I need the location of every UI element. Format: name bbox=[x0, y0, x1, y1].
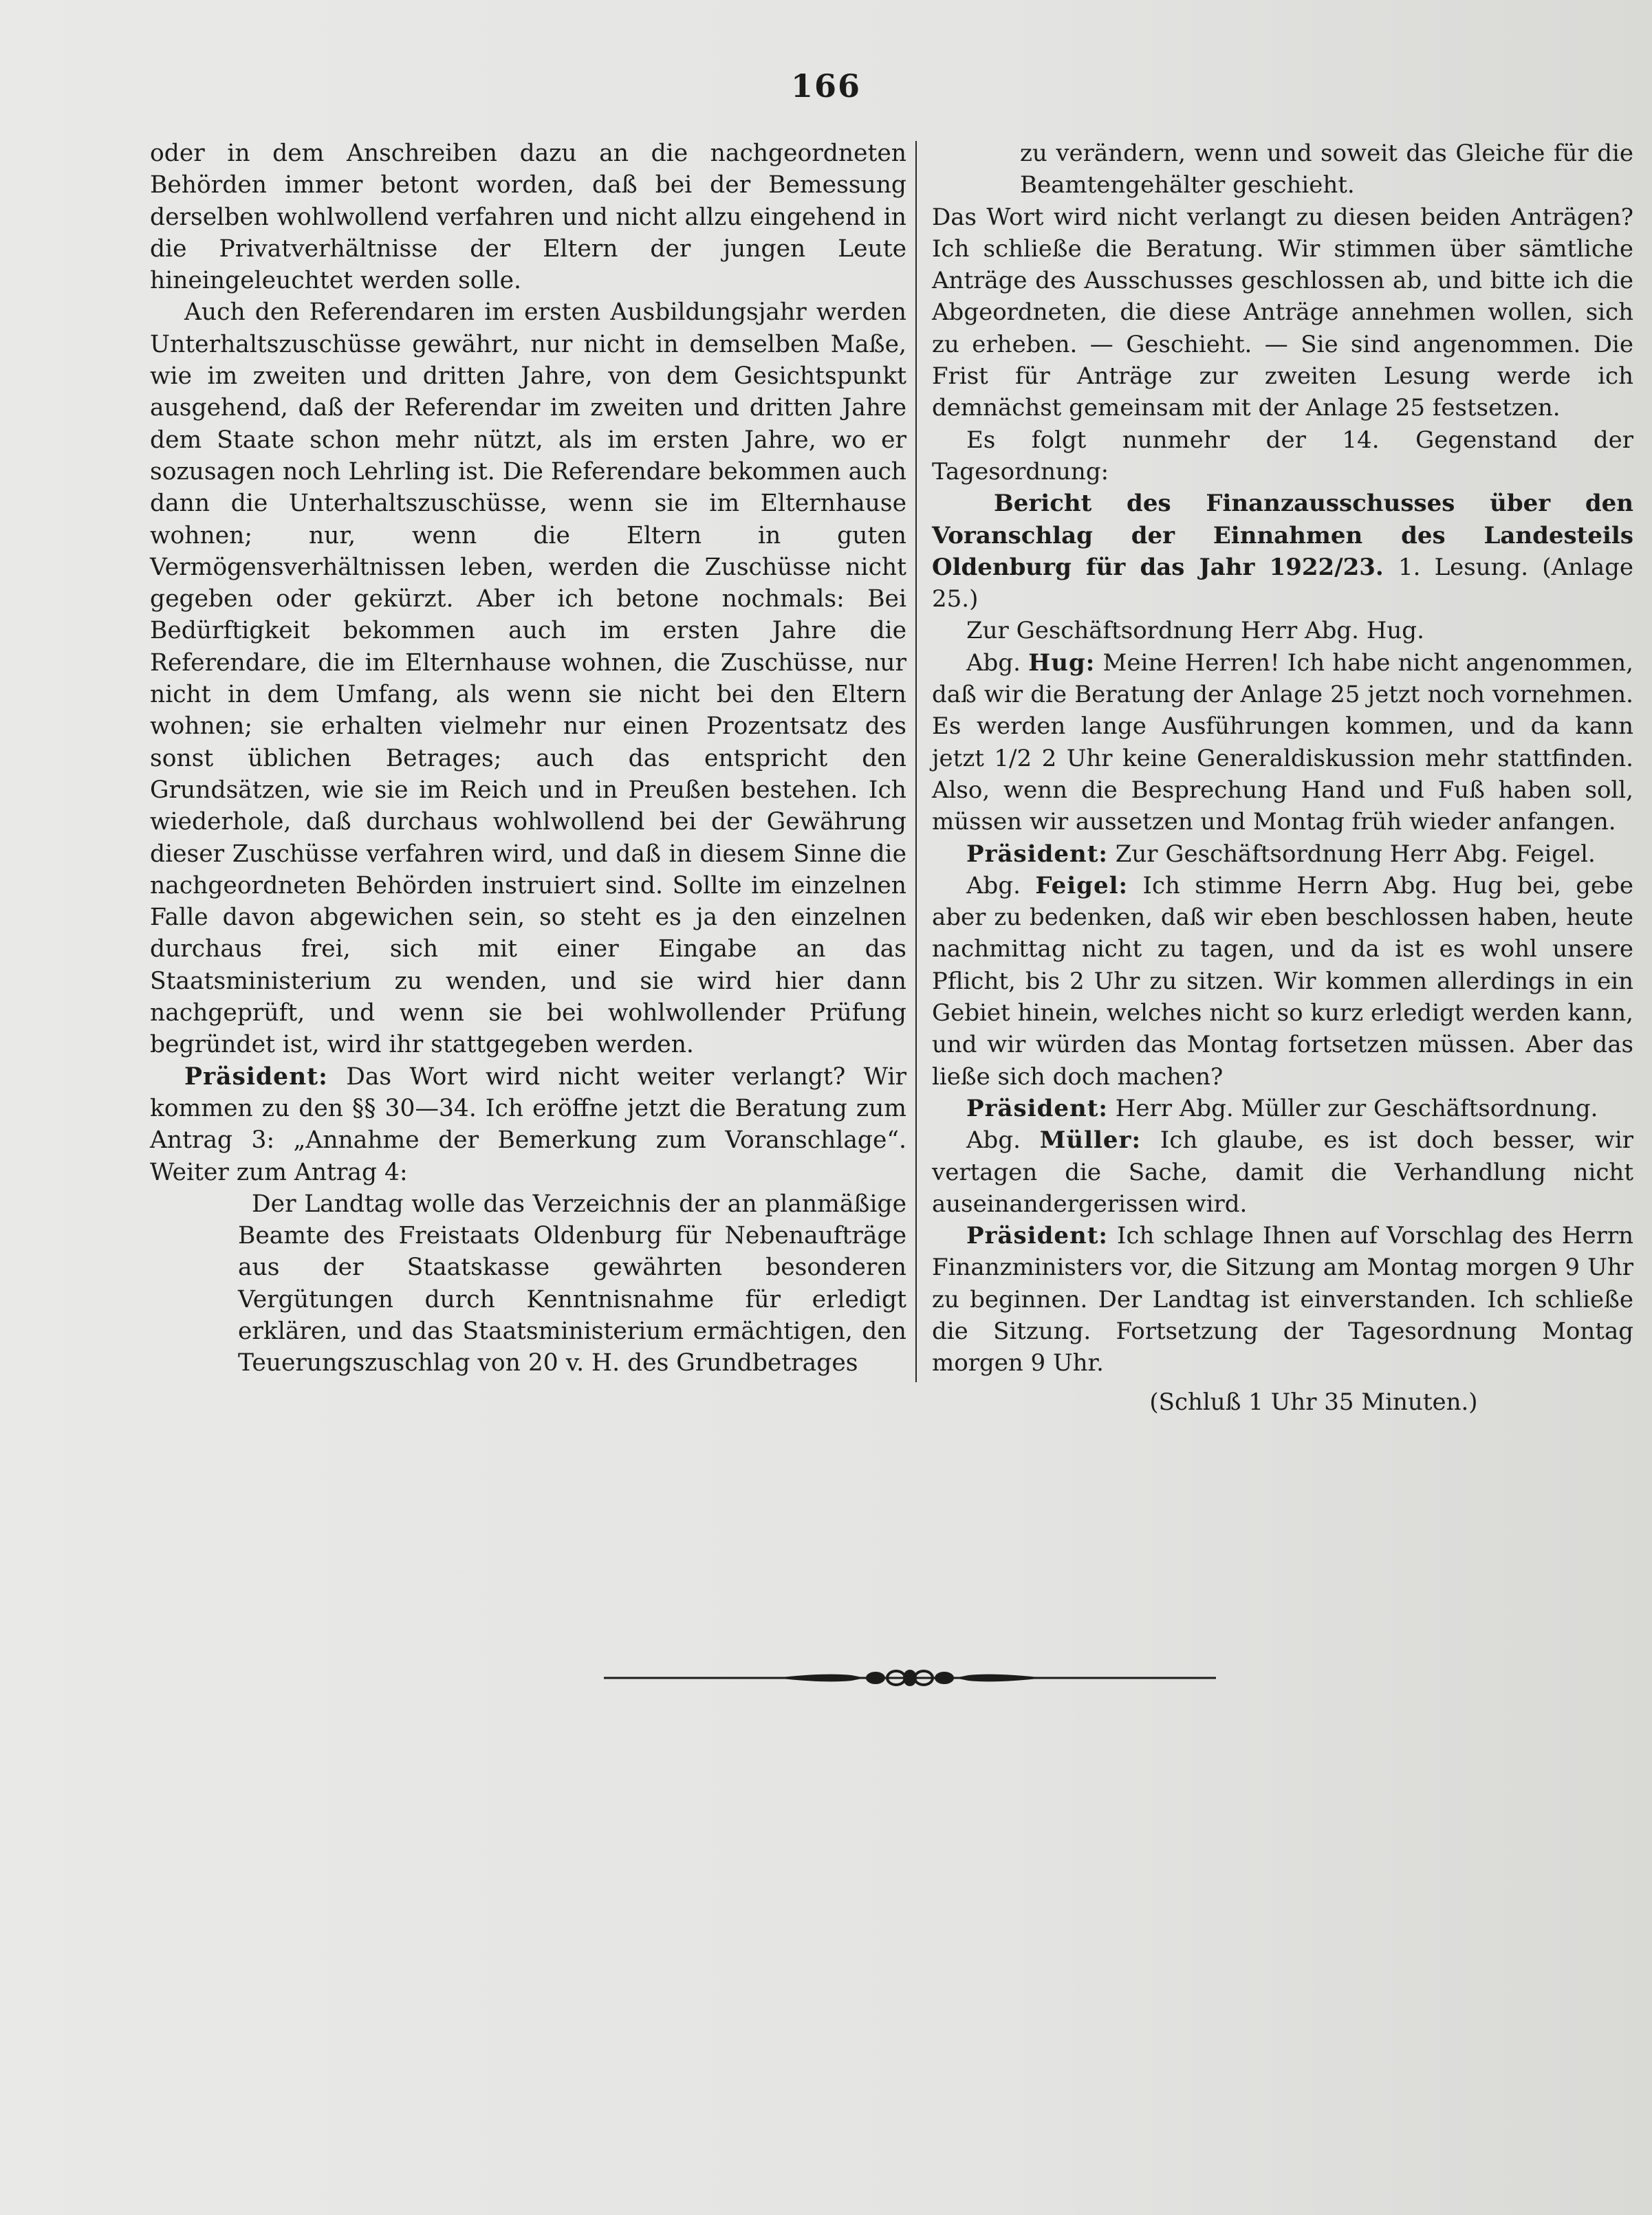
column-divider bbox=[915, 141, 917, 1382]
speech-text: Ich schlage Ihnen auf Vorschlag des Herrn Finanzministers vor, die Sitzung am Montag morgen 9 Uhr zu beginnen. Der Landtag ist einverstanden. Ich schließe die Sitzung. Fortsetzung der Tagesordnung Montag morgen 9 Uhr. bbox=[932, 1222, 1633, 1377]
speech-text: Meine Herren! Ich habe nicht angenommen, daß wir die Beratung der Anlage 25 jetzt noch vornehmen. Es werden lange Ausführungen kommen, und da kann jetzt 1/2 2 Uhr keine Generaldiskussion mehr stattfinden. Also, wenn die Besprechung Hand und Fuß haben soll, müssen wir aussetzen und Montag früh wieder anfangen. bbox=[932, 648, 1633, 836]
paragraph: zu verändern, wenn und soweit das Gleiche für die Beamtengehälter geschieht. bbox=[1020, 140, 1633, 199]
speaker-label: Präsident: bbox=[966, 840, 1108, 868]
speaker-label: Präsident: bbox=[966, 1222, 1108, 1250]
speech-text: Herr Abg. Müller zur Geschäftsordnung. bbox=[1115, 1094, 1598, 1122]
agenda-item bbox=[932, 488, 1633, 615]
speaker-label: Müller: bbox=[1039, 1126, 1142, 1155]
paragraph: Zur Geschäftsordnung Herr Abg. Hug. bbox=[966, 617, 1424, 645]
paragraph bbox=[932, 838, 1633, 870]
speech-text: Das Wort wird nicht weiter verlangt? Wir kommen zu den §§ 30—34. Ich eröffne jetzt die Beratung zum Antrag 3: „Annahme der Bemerkung zum Voranschlage“. Weiter zum Antrag 4: bbox=[150, 1062, 906, 1186]
page-number: 166 bbox=[790, 67, 862, 105]
speaker-prefix: Abg. bbox=[966, 871, 1021, 899]
speaker-label: Präsident: bbox=[966, 1094, 1108, 1122]
paragraph bbox=[932, 1093, 1633, 1124]
speaker-prefix: Abg. bbox=[966, 1126, 1021, 1155]
paragraph bbox=[932, 870, 1633, 1093]
reading-note: 1. Lesung. (Anlage 25.) bbox=[932, 553, 1633, 613]
speech-text: Ich glaube, es ist doch besser, wir vertagen die Sache, damit die Verhandlung nicht auseinandergerissen wird. bbox=[932, 1126, 1633, 1218]
speaker-label: Präsident: bbox=[184, 1062, 328, 1091]
report-title: Bericht des Finanzausschusses über den Voranschlag der Einnahmen des Landesteils Oldenburg für das Jahr 1922/23. bbox=[932, 490, 1633, 581]
left-column bbox=[150, 138, 906, 1379]
paragraph: Es folgt nunmehr der 14. Gegenstand der Tagesordnung: bbox=[932, 426, 1633, 485]
right-column bbox=[932, 138, 1633, 1418]
paragraph: Auch den Referendaren im ersten Ausbildungsjahr werden Unterhaltszuschüsse gewährt, nur nicht in demselben Maße, wie im zweiten und dritten Jahre, von dem Gesichtspunkt ausgehend, daß der Referendar im zweiten und dritten Jahre dem Staate schon mehr nützt, als im ersten Jahre, wo er sozusagen noch Lehrling ist. Die Referendare bekommen auch dann die Unterhaltszuschüsse, wenn sie im Elternhause wohnen; nur, wenn die Eltern in guten Vermögensverhältnissen leben, werden die Zuschüsse nicht gegeben oder gekürzt. Aber ich betone nochmals: Bei Bedürftigkeit bekommen auch im ersten Jahre die Referendare, die im Elternhause wohnen, die Zuschüsse, nur nicht in dem Umfang, als wenn sie nicht bei den Eltern wohnen; sie erhalten vielmehr nur einen Prozentsatz des sonst üblichen Betrages; auch das entspricht den Grundsätzen, wie sie im Reich und in Preußen bestehen. Ich wiederhole, daß durchaus wohlwollend bei der Gewährung dieser Zuschüsse verfahren wird, und daß in diesem Sinne die nachgeordneten Behörden instruiert sind. Sollte im einzelnen Falle davon abgewichen sein, so steht es ja den einzelnen durchaus frei, sich mit einer Eingabe an das Staatsministerium zu wenden, und sie wird hier dann nachgeprüft, und wenn sie bei wohlwollender Prüfung begründet ist, wird ihr stattgegeben werden. bbox=[150, 298, 906, 1059]
speaker-label: Feigel: bbox=[1035, 871, 1129, 899]
speaker-prefix: Abg. bbox=[966, 648, 1021, 677]
paragraph bbox=[932, 1124, 1633, 1220]
paragraph: Das Wort wird nicht verlangt zu diesen beiden Anträgen? Ich schließe die Beratung. Wir stimmen über sämtliche Anträge des Ausschusses geschlossen ab, und bitte ich die Abgeordneten, die diese Anträge annehmen wollen, sich zu erheben. — Geschieht. — Sie sind angenommen. Die Frist für Anträge zur zweiten Lesung werde ich demnächst gemeinsam mit der Anlage 25 festsetzen. bbox=[932, 203, 1633, 422]
speaker-label: Hug: bbox=[1028, 648, 1096, 677]
speech-text: Zur Geschäftsordnung Herr Abg. Feigel. bbox=[1115, 840, 1596, 868]
speech-text: Ich stimme Herrn Abg. Hug bei, gebe aber zu bedenken, daß wir eben beschlossen haben, heute nachmittag nicht zu tagen, und da ist es wohl unsere Pflicht, bis 2 Uhr zu sitzen. Wir kommen allerdings in ein Gebiet hinein, welches nicht so kurz erledigt werden kann, und wir würden das Montag fortsetzen müssen. Aber das ließe sich doch machen? bbox=[932, 871, 1633, 1091]
ornament-divider bbox=[604, 1664, 1216, 1692]
paragraph bbox=[932, 647, 1633, 838]
paragraph bbox=[150, 1061, 906, 1188]
paragraph bbox=[932, 1220, 1633, 1379]
paragraph: oder in dem Anschreiben dazu an die nachgeordneten Behörden immer betont worden, daß bei der Bemessung derselben wohlwollend verfahren und nicht allzu eingehend in die Privatverhältnisse der Eltern der jungen Leute hineingeleuchtet werden solle. bbox=[150, 140, 906, 295]
session-closing: (Schluß 1 Uhr 35 Minuten.) bbox=[1149, 1388, 1478, 1416]
motion-text: Der Landtag wolle das Verzeichnis der an planmäßige Beamte des Freistaats Oldenburg für Nebenaufträge aus der Staatskasse gewährten besonderen Vergütungen durch Kenntnisnahme für erledigt erklären, und das Staatsministerium ermächtigen, den Teuerungszuschlag von 20 v. H. des Grundbetrages bbox=[238, 1190, 906, 1377]
